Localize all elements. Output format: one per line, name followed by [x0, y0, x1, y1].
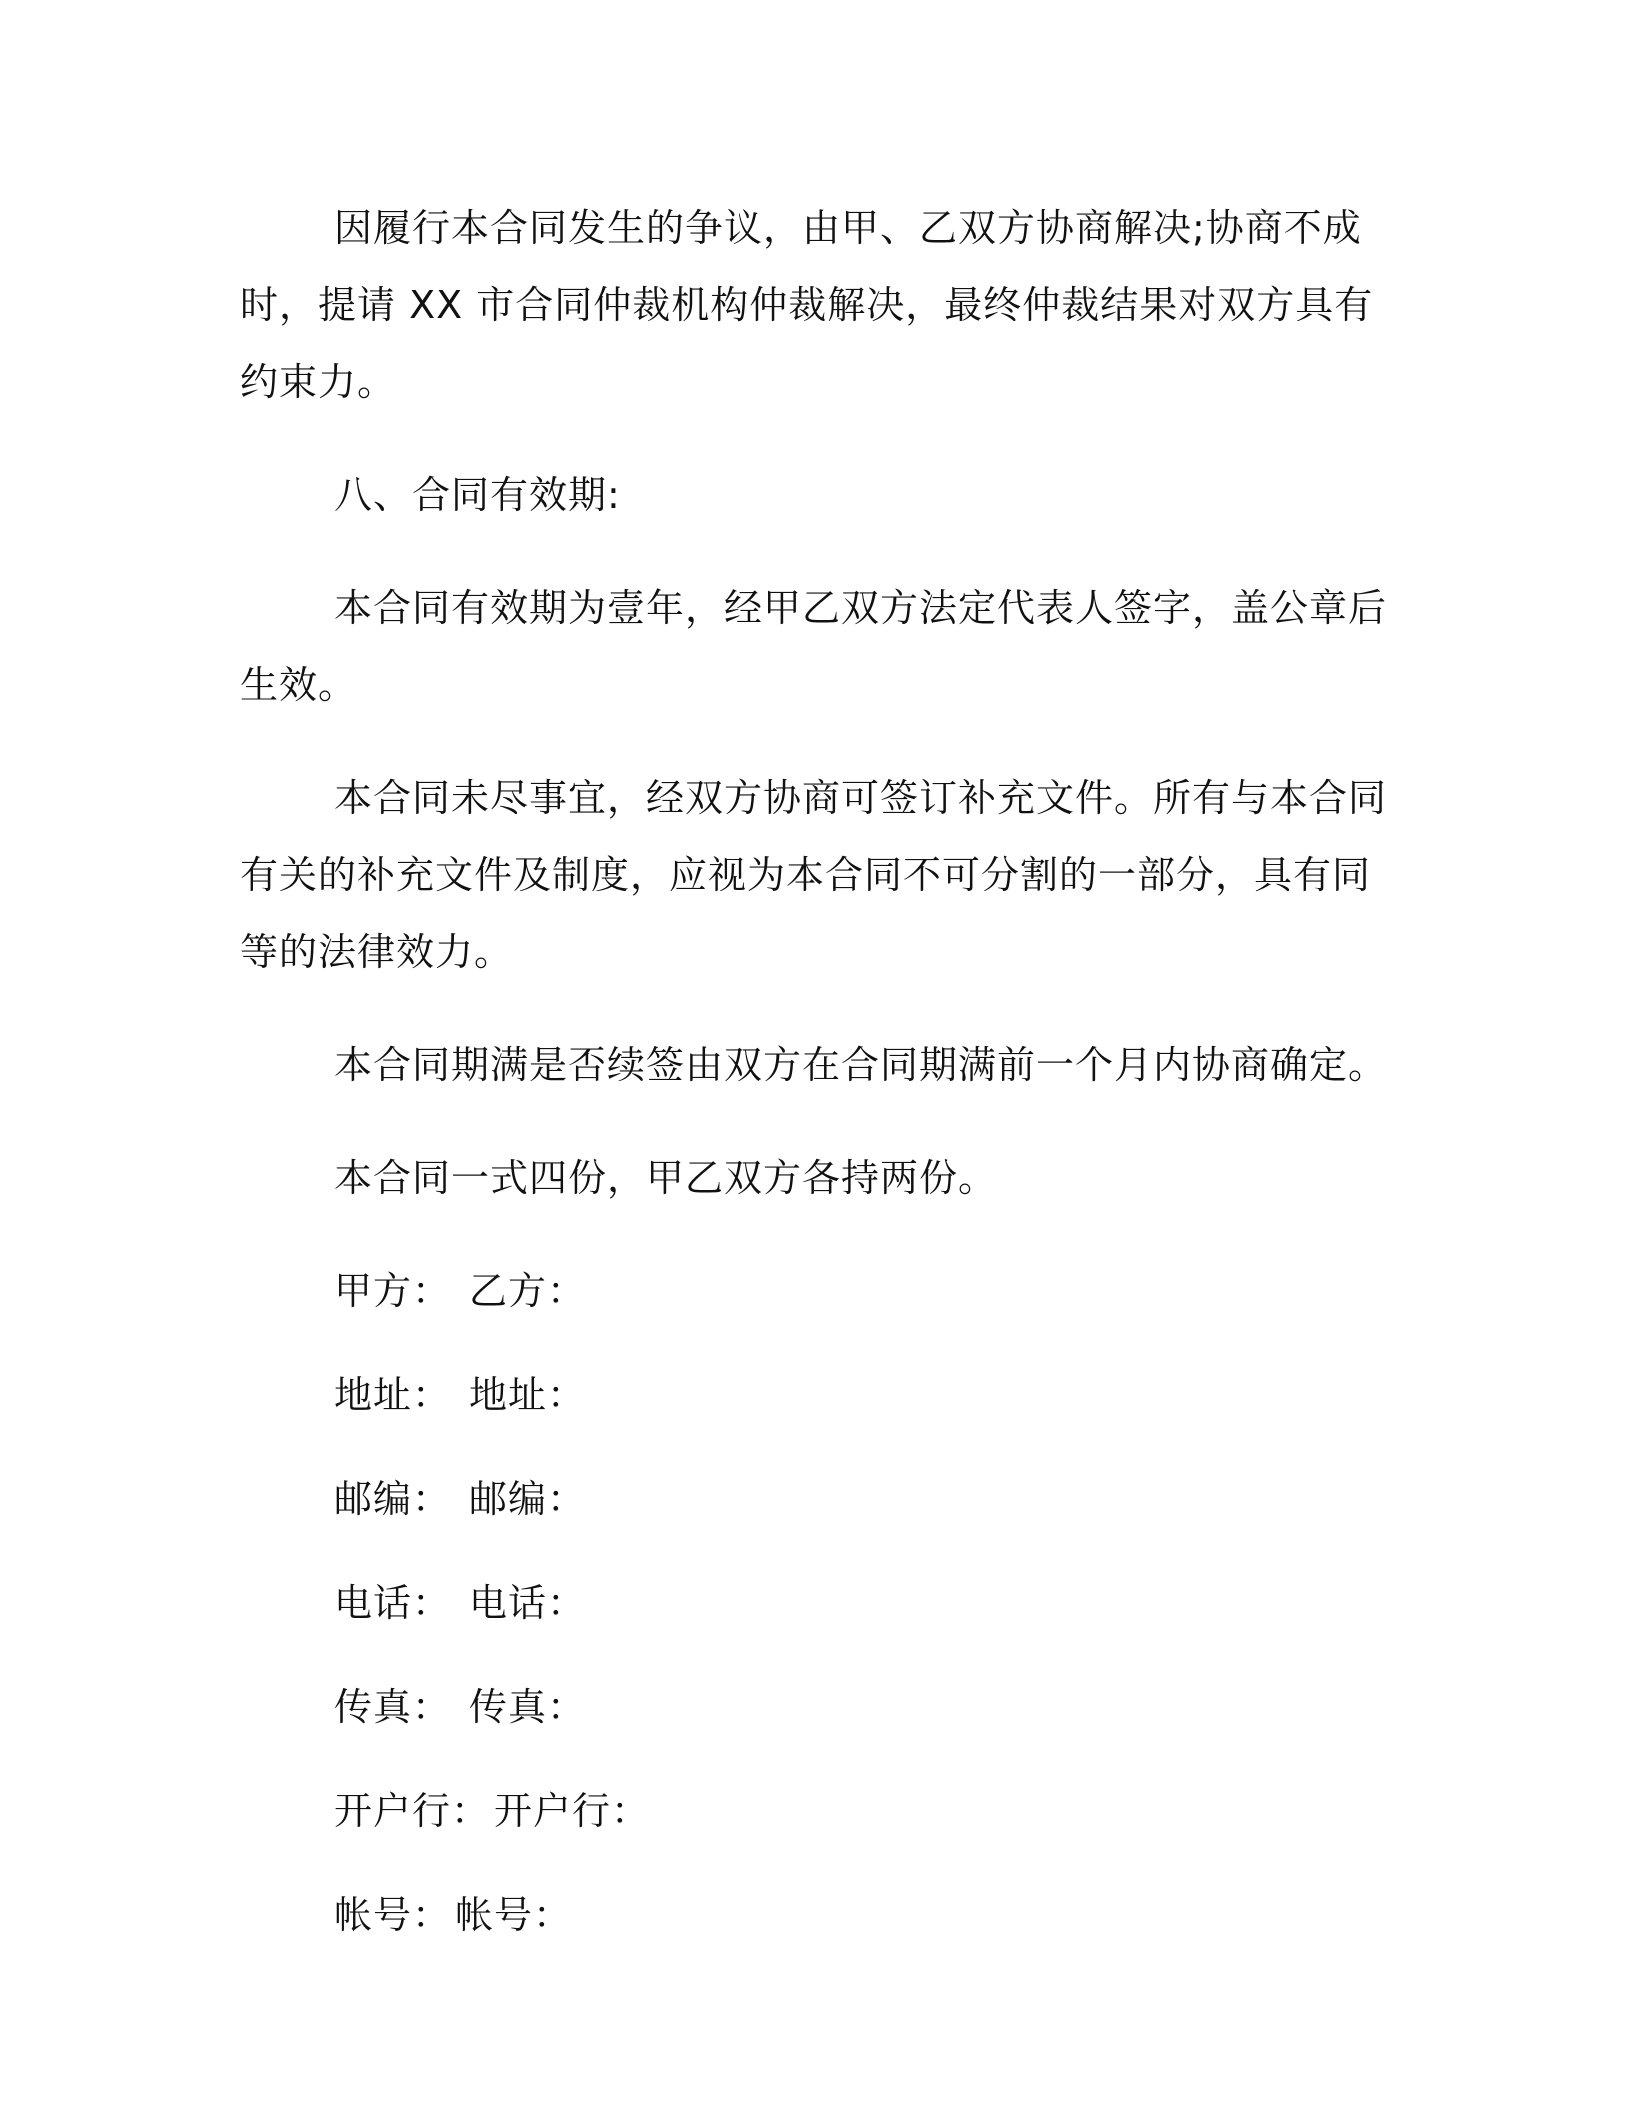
party-a-phone-label: 电话： — [334, 1581, 452, 1625]
party-a-postcode-label: 邮编： — [334, 1477, 452, 1521]
party-b-account-label: 帐号： — [455, 1893, 573, 1937]
party-b-address-label: 地址： — [469, 1373, 587, 1417]
document-body — [240, 190, 1390, 1981]
signature-row-account — [240, 1877, 1390, 1954]
renewal-paragraph: 本合同期满是否续签由双方在合同期满前一个月内协商确定。 — [334, 1043, 1388, 1087]
copies-paragraph: 本合同一式四份，甲乙双方各持两份。 — [334, 1156, 998, 1200]
party-a-bank-label: 开户行： — [334, 1789, 491, 1833]
signature-row-postcode — [240, 1461, 1390, 1538]
validity-paragraph: 本合同有效期为壹年，经甲乙双方法定代表人签字，盖公章后生效。 — [240, 586, 1388, 707]
signature-row-address — [240, 1357, 1390, 1434]
party-a-address-label: 地址： — [334, 1373, 452, 1417]
party-b-phone-label: 电话： — [469, 1581, 587, 1625]
party-b-bank-label: 开户行： — [494, 1789, 651, 1833]
party-a-account-label: 帐号： — [334, 1893, 452, 1937]
signature-row-fax — [240, 1669, 1390, 1746]
party-a-label: 甲方： — [334, 1269, 452, 1313]
party-a-fax-label: 传真： — [334, 1685, 452, 1729]
party-b-label: 乙方： — [469, 1269, 587, 1313]
supplement-paragraph: 本合同未尽事宜，经双方协商可签订补充文件。所有与本合同有关的补充文件及制度，应视为本合同不可分割的一部分，具有同等的法律效力。 — [240, 776, 1388, 974]
dispute-resolution-paragraph: 因履行本合同发生的争议，由甲、乙双方协商解决;协商不成时，提请 XX 市合同仲裁机构仲裁解决，最终仲裁结果对双方具有约束力。 — [240, 206, 1374, 404]
party-b-fax-label: 传真： — [469, 1685, 587, 1729]
section-heading-validity: 八、合同有效期: — [334, 473, 621, 517]
signature-row-bank — [240, 1773, 1390, 1850]
signature-row-phone — [240, 1565, 1390, 1642]
signature-row-party — [240, 1253, 1390, 1330]
party-b-postcode-label: 邮编： — [469, 1477, 587, 1521]
